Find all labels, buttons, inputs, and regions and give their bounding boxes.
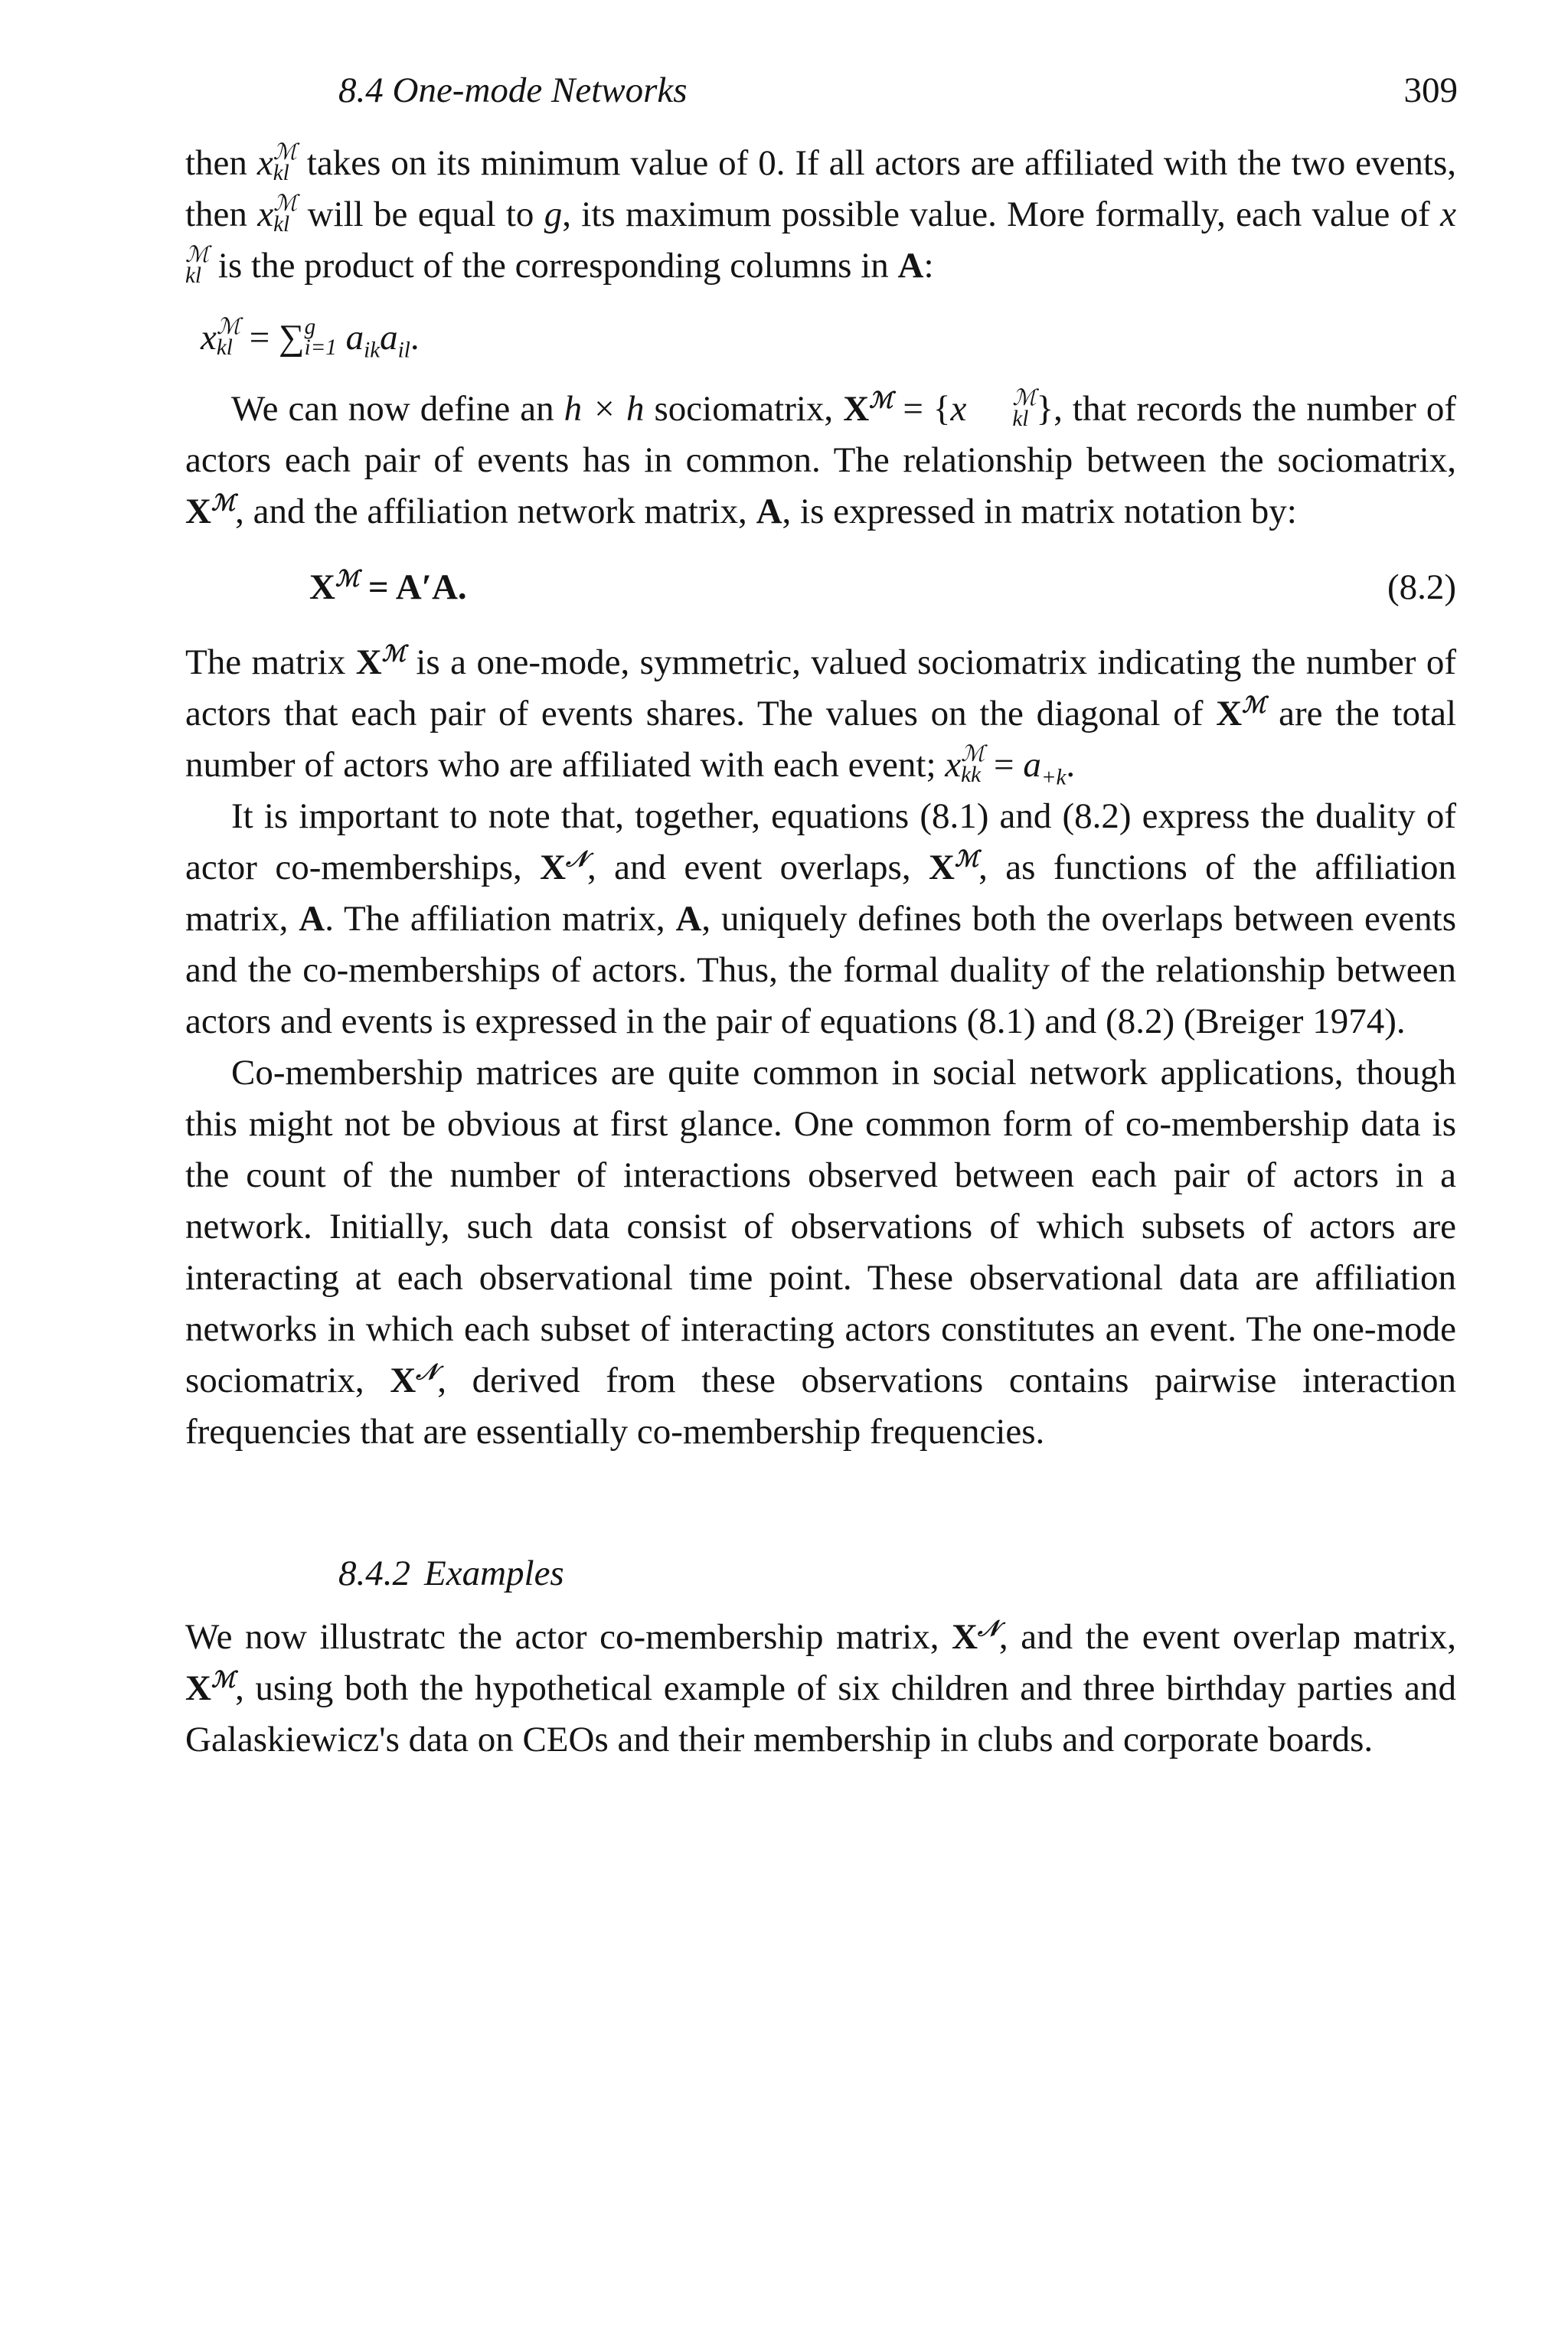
math-x-M-kl: x ℳ kl: [256, 139, 297, 186]
equation-8-2: $X^ℳ = A'A$. (8.2): [185, 537, 1456, 637]
matrix-A: A: [756, 492, 782, 531]
paragraph-4: It is important to note that, together, equations (8.1) and (8.2) express the duality of actor co-memberships, $X^𝒩$, and event overlaps, $X^ℳ$, as functions of the affiliation matrix, A. The affiliation matrix, A, uniquely defines both the overlaps between events and the co-memberships of actors. Thus, the formal duality of the relationship between actors and events is expressed in the pair of equations (8.1) and (8.2) (Breiger 1974).: [185, 796, 1457, 1041]
text-run: , its maximum possible value. More formally, each value of: [562, 194, 1430, 234]
equation-sum: x ℳ kl = ∑ g i=1 $a_{ik}a_{il}$.: [201, 314, 420, 363]
paragraph-6: We now illustratc the actor co-membership matrix, $X^𝒩$, and the event overlap matrix, $X^ℳ$, using both the hypothetical example of six children and three birthday parties and Galaskiewicz's data on CEOs and their membership in clubs and corporate boards.: [185, 1615, 1456, 1759]
text-run: takes on its minimum value of 0. If all actors are affiliated with the two events, then: [185, 143, 1457, 234]
running-head: [185, 66, 1456, 115]
matrix-X-M: $X^ℳ$: [185, 1666, 236, 1708]
math-h-by-h: h × h: [564, 389, 645, 429]
matrix-X-N: $X^𝒩$: [952, 1615, 999, 1657]
matrix-X-M: $X^ℳ$: [1216, 691, 1266, 733]
section-title: Examples: [424, 1554, 564, 1593]
running-title: 8.4 One-mode Networks: [338, 70, 688, 110]
matrix-X-N: $X^𝒩$: [390, 1358, 438, 1400]
matrix-X-M: $X^ℳ$: [355, 640, 406, 682]
section-heading: [338, 1548, 1456, 1599]
paragraph-1: [185, 138, 1456, 292]
matrix-X-M: $X^ℳ$: [843, 387, 893, 429]
text-run: :: [923, 246, 934, 286]
matrix-A: A: [675, 899, 702, 939]
matrix-X-N: $X^𝒩$: [540, 845, 587, 887]
paragraph-5: Co-membership matrices are quite common in social network applications, though this might not be obvious at first glance. One common form of co-membership data is the count of the number of interactions observed between each pair of actors in a network. Initially, such data consist of observations of which subsets of actors are interacting at each observational time point. These observational data are affiliation networks in which each subset of interacting actors constitutes an event. The one-mode sociomatrix, $X^𝒩$, derived from these observations contains pairwise interaction frequencies that are essentially co-membership frequencies.: [185, 1053, 1457, 1452]
matrix-X-M: $X^ℳ$: [929, 845, 979, 887]
text-run: is the product of the corresponding columns in: [217, 246, 889, 286]
math-g: g: [544, 194, 563, 234]
matrix-A: A: [897, 246, 924, 286]
sum-symbol: ∑: [279, 318, 305, 358]
text-run: then: [185, 143, 247, 183]
section-number: 8.4.2: [338, 1554, 410, 1593]
page-number: 309: [1403, 70, 1458, 110]
text-run: sociomatrix,: [654, 389, 834, 429]
text-run: }, that records the number of actors each pair of events has in common. The relationship between the sociomatrix,: [185, 389, 1457, 480]
math-x-M-kl: x ℳ kl: [185, 194, 1457, 289]
text-run: will be equal to: [307, 194, 534, 234]
equation-number: (8.2): [1387, 567, 1456, 607]
matrix-X-M: $X^ℳ$: [185, 489, 236, 531]
book-page: [185, 66, 1456, 1766]
paragraph-2: We can now define an h × h sociomatrix, $X^ℳ = \{x$ ℳ kl }, that records the number of actors each pair of events has in common. The relationship between the sociomatrix, $X^ℳ$, and the affiliation network matrix, A, is expressed in matrix notation by:: [185, 385, 1457, 531]
matrix-A: A: [299, 899, 325, 939]
text-run: We can now define an: [231, 389, 554, 429]
paragraph-3: The matrix $X^ℳ$ is a one-mode, symmetric, valued sociomatrix indicating the number of actors that each pair of events shares. The values on the diagonal of $X^ℳ$ are the total number of actors who are affiliated with each event; x ℳ kk = $a_{+k}$.: [185, 640, 1457, 790]
math-x-M-kl: x ℳ kl: [257, 191, 298, 237]
